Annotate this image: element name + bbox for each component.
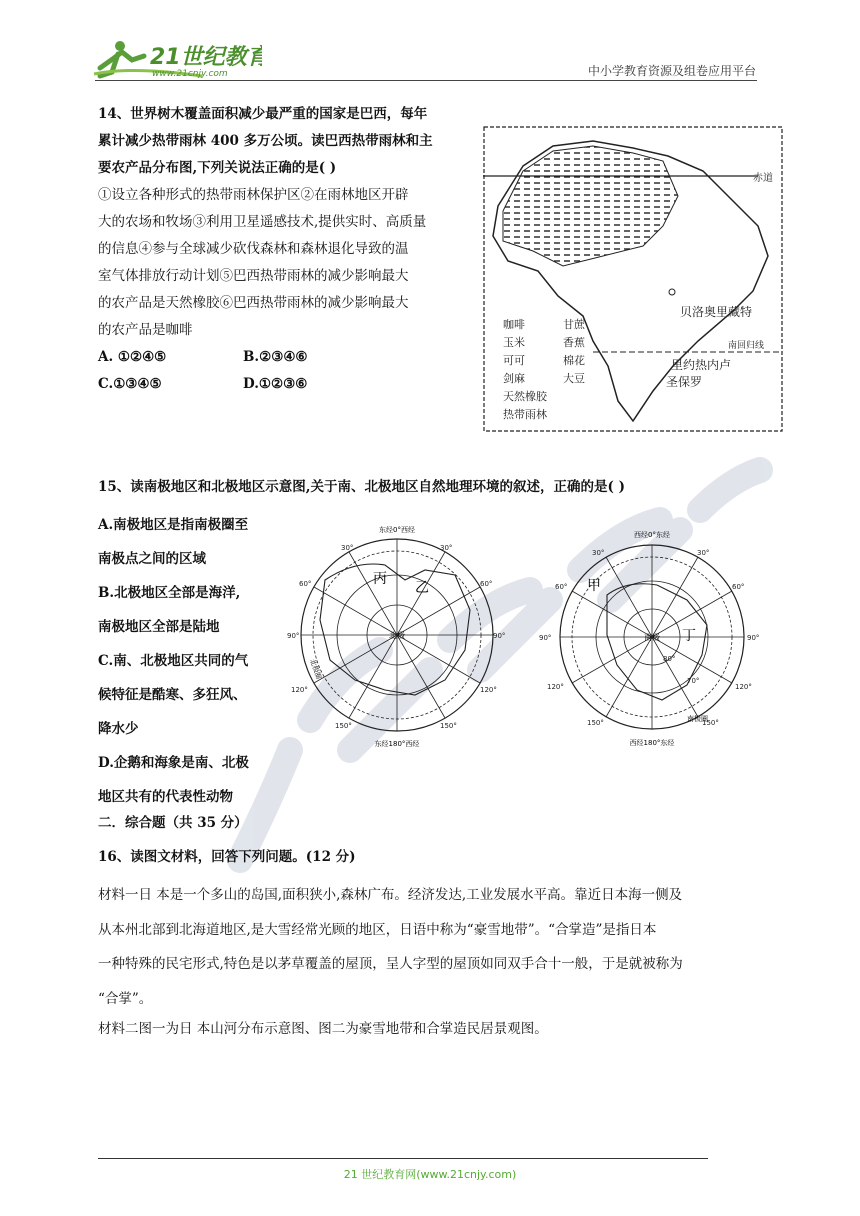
svg-text:可可: 可可 bbox=[503, 354, 525, 367]
site-logo bbox=[92, 38, 262, 80]
q15-option-b-cont: 南极地区全部是陆地 bbox=[98, 619, 220, 635]
svg-text:大豆: 大豆 bbox=[563, 372, 585, 385]
svg-text:甲: 甲 bbox=[587, 578, 601, 594]
question-14 bbox=[98, 101, 478, 398]
question-16-material-1 bbox=[98, 878, 778, 1016]
svg-text:30°: 30° bbox=[440, 544, 453, 552]
svg-text:咖啡: 咖啡 bbox=[503, 318, 525, 331]
q15-option-c-cont: 降水少 bbox=[98, 721, 139, 737]
svg-text:www.21cnjy.com: www.21cnjy.com bbox=[152, 69, 228, 79]
section-2-title: 二．综合题（共 35 分） bbox=[98, 815, 248, 831]
q15-option-b[interactable]: B.北极地区全部是海洋, bbox=[98, 585, 241, 601]
south-pole-map bbox=[537, 525, 767, 750]
q16-m1-line: 一种特殊的民宅形式,特色是以茅草覆盖的屋顶，呈人字型的屋顶如同双手合十一般，于是就被称为 bbox=[98, 956, 683, 972]
svg-text:乙: 乙 bbox=[415, 580, 429, 596]
svg-text:60°: 60° bbox=[480, 580, 493, 588]
svg-text:150°: 150° bbox=[440, 722, 457, 730]
q14-option-d[interactable]: D.①②③⑥ bbox=[243, 376, 308, 392]
svg-text:棉花: 棉花 bbox=[563, 354, 585, 367]
svg-text:西经180°东经: 西经180°东经 bbox=[629, 739, 675, 747]
north-pole-map bbox=[285, 520, 510, 750]
svg-text:90°: 90° bbox=[287, 632, 300, 640]
q16-m1-line: 材料一日 本是一个多山的岛国,面积狭小,森林广布。经济发达,工业发展水平高。靠近日本海一侧及 bbox=[98, 887, 683, 903]
svg-text:150°: 150° bbox=[335, 722, 352, 730]
footer-divider bbox=[98, 1158, 708, 1159]
svg-text:90°: 90° bbox=[493, 632, 506, 640]
svg-text:东经0°西经: 东经0°西经 bbox=[379, 526, 415, 534]
q14-option-b[interactable]: B.②③④⑥ bbox=[243, 349, 308, 365]
question-16-stem: 16、读图文材料，回答下列问题。(12 分) bbox=[98, 849, 356, 865]
svg-text:剑麻: 剑麻 bbox=[503, 372, 525, 385]
svg-text:70°: 70° bbox=[687, 677, 700, 685]
q16-m1-line: “合掌”。 bbox=[98, 990, 153, 1007]
q15-option-a-cont: 南极点之间的区域 bbox=[98, 551, 206, 567]
q14-option-c[interactable]: C.①③④⑤ bbox=[98, 376, 162, 392]
q14-line: 的农产品是天然橡胶⑥巴西热带雨林的减少影响最大 bbox=[98, 295, 409, 311]
svg-text:120°: 120° bbox=[291, 686, 308, 694]
q14-line: 的农产品是咖啡 bbox=[98, 322, 193, 338]
svg-text:120°: 120° bbox=[547, 683, 564, 691]
svg-text:北极圈: 北极圈 bbox=[308, 657, 323, 681]
q14-line: 要农产品分布图,下列关说法正确的是( ) bbox=[98, 160, 337, 176]
svg-text:丙: 丙 bbox=[373, 571, 387, 587]
svg-text:60°: 60° bbox=[732, 583, 745, 591]
svg-text:玉米: 玉米 bbox=[503, 336, 525, 349]
svg-text:30°: 30° bbox=[341, 544, 354, 552]
q15-option-d-cont: 地区共有的代表性动物 bbox=[98, 789, 233, 805]
svg-text:热带雨林: 热带雨林 bbox=[503, 408, 547, 421]
svg-text:东经180°西经: 东经180°西经 bbox=[374, 740, 420, 748]
svg-text:90°: 90° bbox=[747, 634, 760, 642]
svg-text:南回归线: 南回归线 bbox=[728, 341, 765, 351]
q15-option-c[interactable]: C.南、北极地区共同的气 bbox=[98, 653, 249, 669]
q14-line: 大的农场和牧场③利用卫星遥感技术,提供实时、高质量 bbox=[98, 214, 427, 230]
question-15-options bbox=[98, 508, 288, 814]
q15-option-a[interactable]: A.南极地区是指南极圈至 bbox=[98, 517, 249, 533]
svg-text:里约热内卢: 里约热内卢 bbox=[671, 358, 732, 372]
svg-text:圣保罗: 圣保罗 bbox=[666, 375, 703, 389]
question-16-material-2: 材料二图一为日 本山河分布示意图、图二为豪雪地带和合掌造民居景观图。 bbox=[98, 1021, 548, 1037]
footer-text[interactable]: 21 世纪教育网(www.21cnjy.com) bbox=[343, 1168, 517, 1181]
svg-text:80°: 80° bbox=[663, 655, 676, 663]
svg-text:甘蔗: 甘蔗 bbox=[563, 318, 585, 331]
svg-text:60°: 60° bbox=[299, 580, 312, 588]
svg-text:天然橡胶: 天然橡胶 bbox=[503, 390, 547, 403]
svg-text:150°: 150° bbox=[702, 719, 719, 727]
svg-text:120°: 120° bbox=[735, 683, 752, 691]
svg-text:30°: 30° bbox=[697, 549, 710, 557]
q14-option-a[interactable]: A. ①②④⑤ bbox=[98, 349, 167, 365]
svg-text:120°: 120° bbox=[480, 686, 497, 694]
q14-line: 14、世界树木覆盖面积减少最严重的国家是巴西，每年 bbox=[98, 106, 428, 122]
header-platform-text: 中小学教育资源及组卷应用平台 bbox=[587, 64, 756, 78]
svg-text:香蕉: 香蕉 bbox=[563, 336, 585, 349]
svg-text:21世纪教育: 21世纪教育 bbox=[150, 45, 262, 70]
svg-text:南极圈: 南极圈 bbox=[687, 715, 708, 723]
q14-line: 室气体排放行动计划⑤巴西热带雨林的减少影响最大 bbox=[98, 268, 409, 284]
svg-text:南极: 南极 bbox=[644, 633, 660, 642]
brazil-map bbox=[483, 126, 783, 432]
q14-line: 的信息④参与全球减少砍伐森林和森林退化导致的温 bbox=[98, 241, 409, 257]
svg-text:60°: 60° bbox=[555, 583, 568, 591]
svg-text:西经0°东经: 西经0°东经 bbox=[634, 531, 670, 539]
svg-text:90°: 90° bbox=[539, 634, 552, 642]
svg-text:丁: 丁 bbox=[682, 628, 696, 644]
q14-line: ①设立各种形式的热带雨林保护区②在雨林地区开辟 bbox=[98, 187, 409, 203]
q15-option-c-cont: 候特征是酷寒、多狂风、 bbox=[98, 687, 247, 703]
q15-option-d[interactable]: D.企鹅和海象是南、北极 bbox=[98, 755, 249, 771]
svg-text:30°: 30° bbox=[592, 549, 605, 557]
q14-line: 累计减少热带雨林 400 多万公顷。读巴西热带雨林和主 bbox=[98, 133, 433, 149]
q16-m1-line: 从本州北部到北海道地区,是大雪经常光顾的地区，日语中称为“豪雪地带”。“合掌造”是指日本 bbox=[98, 921, 657, 938]
svg-text:赤道: 赤道 bbox=[753, 173, 773, 184]
svg-text:150°: 150° bbox=[587, 719, 604, 727]
question-15-stem: 15、读南极地区和北极地区示意图,关于南、北极地区自然地理环境的叙述，正确的是( ) bbox=[98, 479, 625, 495]
svg-text:贝洛奥里藏特: 贝洛奥里藏特 bbox=[680, 305, 753, 319]
svg-text:北极: 北极 bbox=[389, 631, 405, 640]
header-divider bbox=[95, 80, 757, 81]
